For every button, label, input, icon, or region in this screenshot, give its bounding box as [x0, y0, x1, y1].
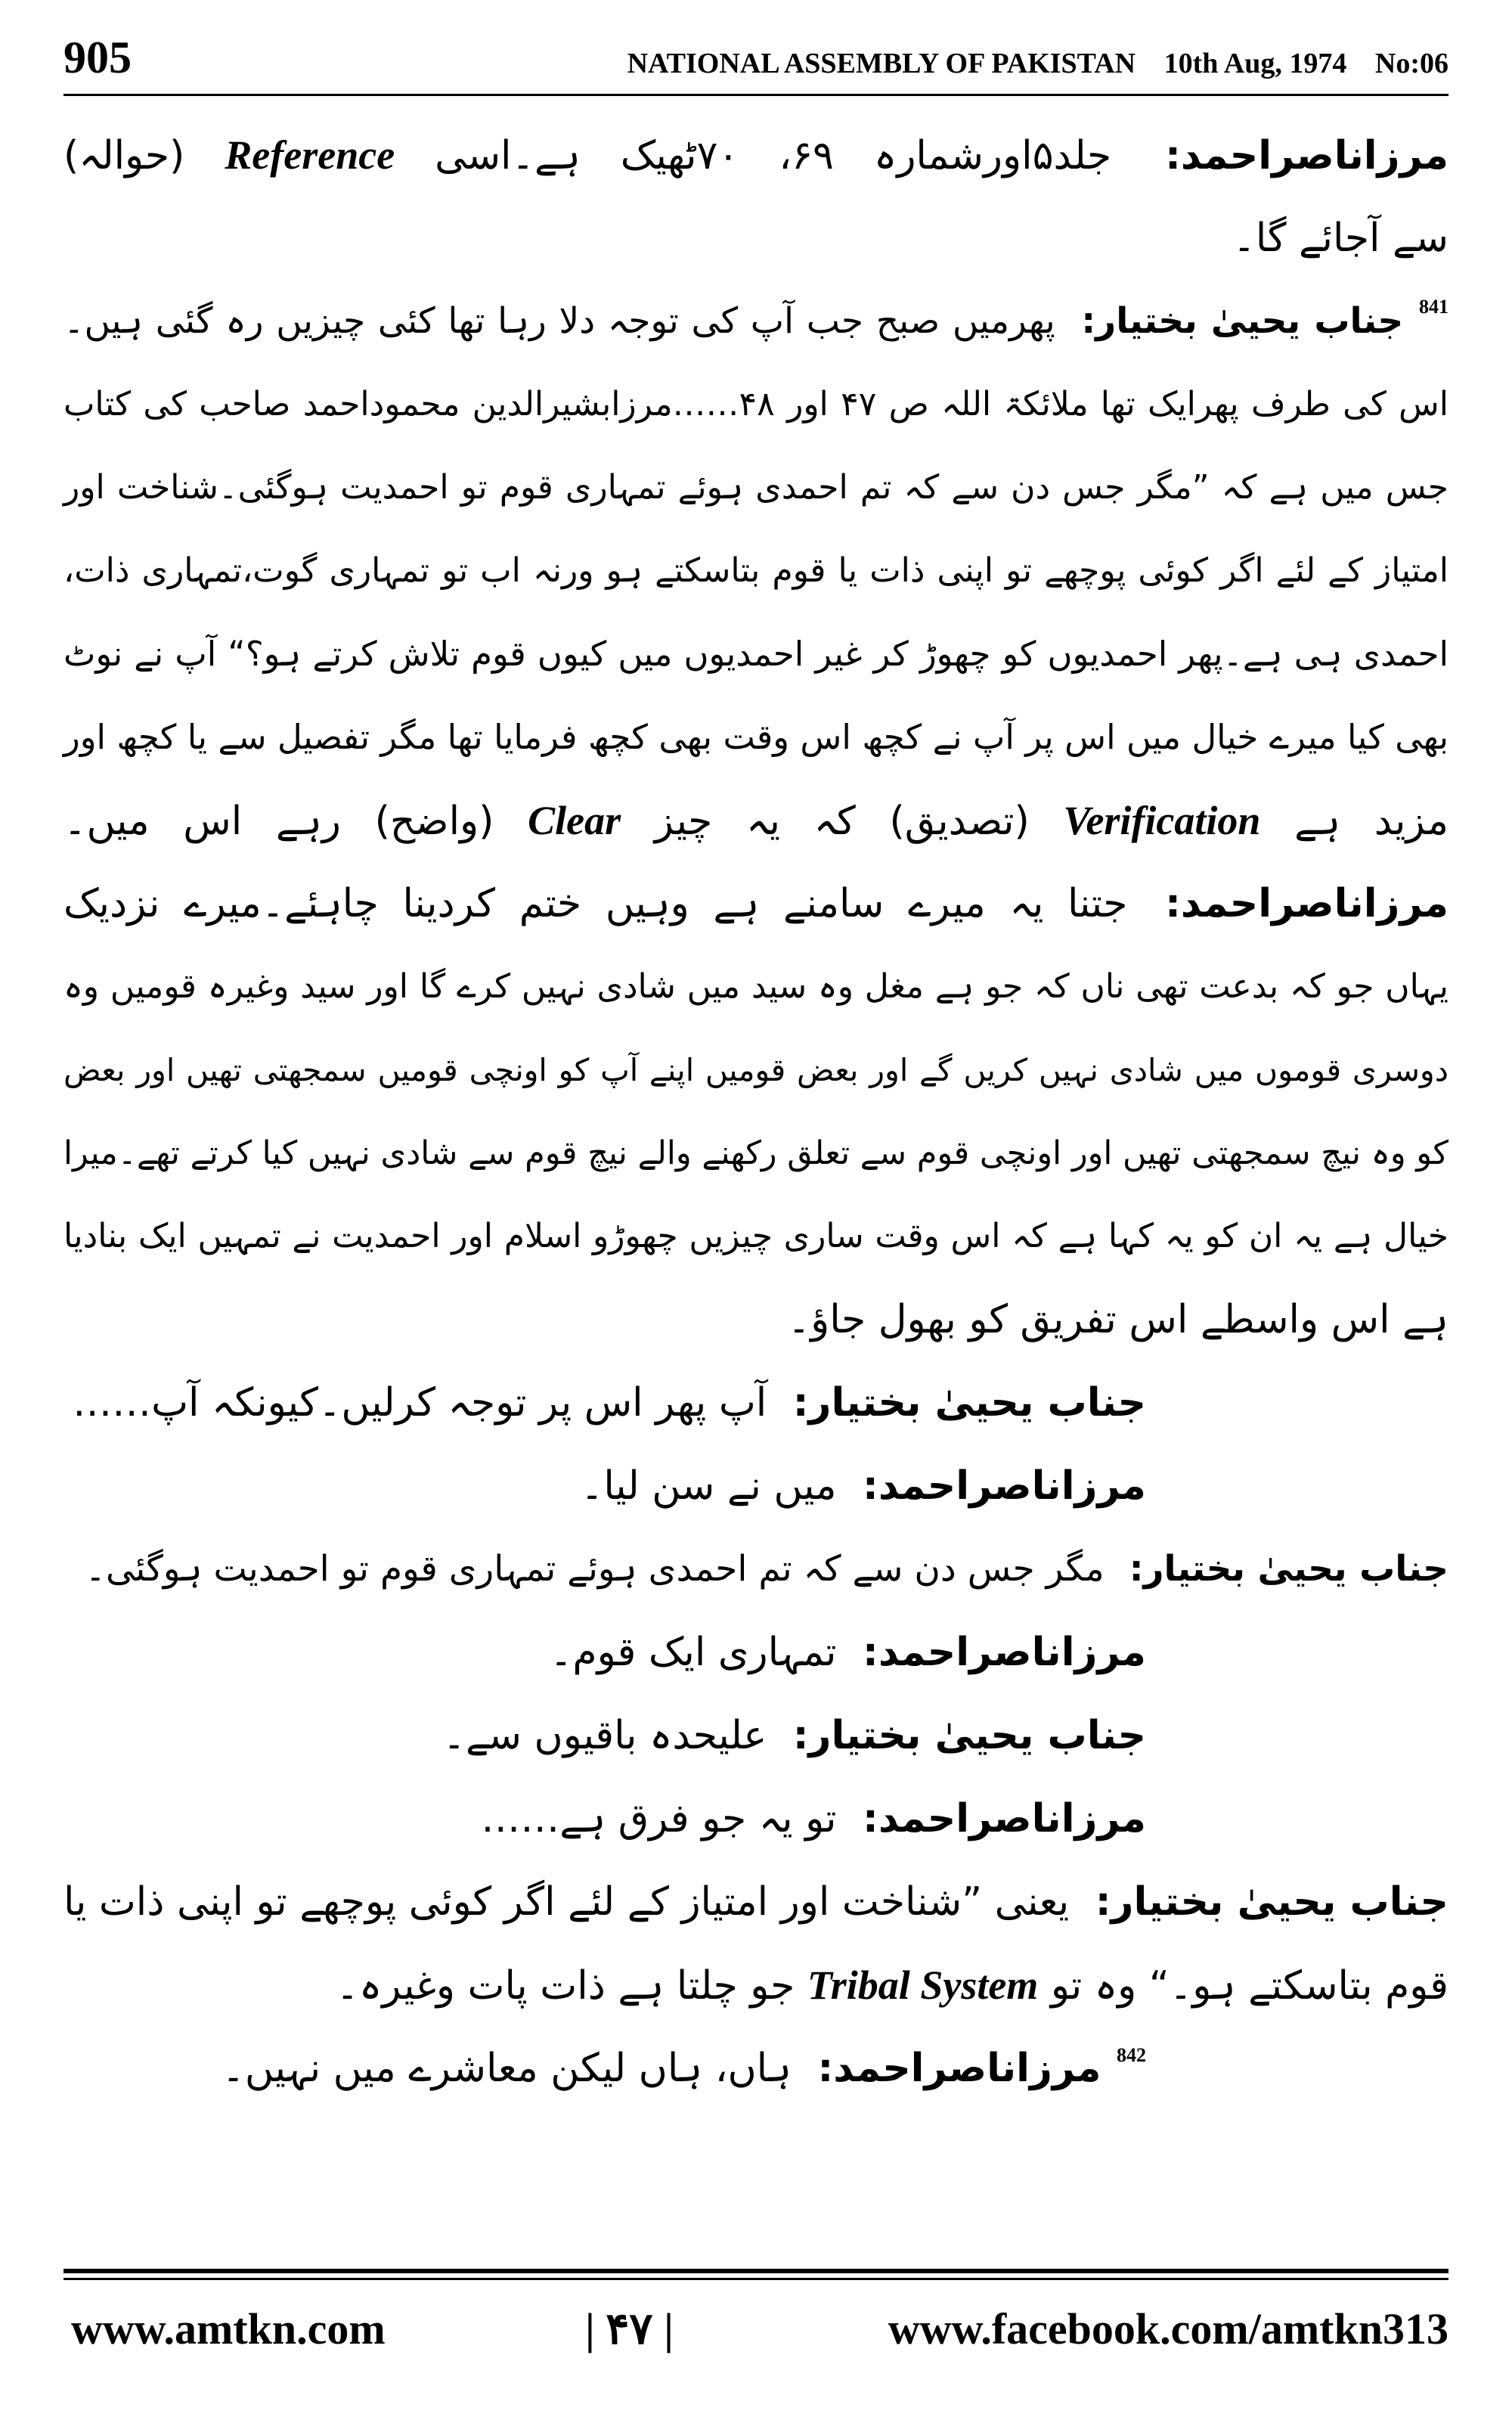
- english-term: Clear: [528, 798, 621, 843]
- line-text: مگر جس دن سے کہ تم احمدی ہوئے تمہاری قوم تو احمدیت ہوگئی۔: [85, 1548, 1105, 1590]
- line-text: جس میں ہے کہ ”مگر جس دن سے کہ تم احمدی ہوئے تمہاری قوم تو احمدیت ہوگئی۔شناخت اور: [64, 468, 1448, 507]
- transcript-body: [64, 113, 1448, 2110]
- text-line: [64, 2027, 1448, 2110]
- speaker-label: مرزاناصراحمد:: [1165, 133, 1449, 178]
- footer-rule-thick: [64, 2269, 1448, 2273]
- line-text: اس کی طرف پھرایک تھا ملائکۃ اللہ ص ۴۷ اور ۴۸……مرزابشیرالدین محموداحمد صاحب کی کتاب: [64, 385, 1448, 424]
- speaker-label: جناب یحییٰ بختیار:: [1081, 300, 1404, 342]
- line-text: جو چلتا ہے ذات پات وغیرہ۔: [336, 1963, 795, 2009]
- english-term: Verification: [1063, 798, 1261, 843]
- footnote-marker: 842: [1117, 2044, 1146, 2066]
- text-line: [64, 197, 1448, 280]
- speaker-label: جناب یحییٰ بختیار:: [792, 1713, 1146, 1758]
- text-line: [64, 945, 1448, 1028]
- line-text: (واضح) رہے اس میں۔: [64, 799, 494, 844]
- line-text: جلد۵اورشمارہ ۶۹، ۷۰ٹھیک ہے۔اسی: [435, 133, 1112, 178]
- footnote-marker: 841: [1418, 296, 1448, 318]
- text-line: [64, 1611, 1448, 1694]
- line-text: قوم بتاسکتے ہو۔“ وہ تو: [1050, 1963, 1448, 2009]
- header-title: NATIONAL ASSEMBLY OF PAKISTAN: [627, 48, 1136, 79]
- line-text: یہاں جو کہ بدعت تھی ناں کہ جو ہے مغل وہ سید میں شادی نہیں کرے گا اور سید وغیرہ قومیں وہ: [64, 967, 1448, 1006]
- page-footer: [64, 2299, 1448, 2360]
- line-text: پھرمیں صبح جب آپ کی توجہ دلا رہا تھا کئی چیزیں رہ گئی ہیں۔: [64, 300, 1055, 342]
- text-line: [64, 862, 1448, 945]
- line-text: امتیاز کے لئے اگر کوئی پوچھے تو اپنی ذات یا قوم بتاسکتے ہو ورنہ اب تو تمہاری گوت،تمہاری ذات،: [64, 551, 1449, 590]
- line-text: دوسری قوموں میں شادی نہیں کریں گے اور بعض قومیں اپنے آپ کو اونچی قومیں سمجھتی تھیں اور بعض: [64, 1052, 1448, 1088]
- footer-page-number: | ۴۷ |: [585, 2304, 674, 2353]
- footer-rule-thin: [64, 2278, 1448, 2280]
- text-line: [64, 696, 1448, 779]
- text-line: [64, 1860, 1448, 1944]
- line-text: آپ پھر اس پر توجہ کرلیں۔کیونکہ آپ……: [73, 1380, 767, 1426]
- text-line: [64, 1944, 1448, 2027]
- text-line: [64, 363, 1448, 446]
- header-info: [606, 48, 1448, 79]
- footer-facebook-link[interactable]: www.facebook.com/amtkn313: [888, 2304, 1448, 2353]
- text-line: [64, 1694, 1448, 1777]
- header-issue: No:06: [1374, 48, 1448, 79]
- speaker-label: جناب یحییٰ بختیار:: [1095, 1879, 1448, 1925]
- line-text: تمہاری ایک قوم۔: [549, 1630, 837, 1675]
- line-text: میں نے سن لیا۔: [580, 1463, 837, 1509]
- line-text: احمدی ہی ہے۔پھر احمدیوں کو چھوڑ کر غیر احمدیوں میں کیوں قوم تلاش کرتے ہو؟“ آپ نے نوٹ: [64, 634, 1448, 674]
- speaker-label: مرزاناصراحمد:: [863, 1630, 1146, 1675]
- page-header: [64, 15, 1448, 91]
- text-line: [64, 1112, 1448, 1195]
- line-text: ہاں، ہاں لیکن معاشرے میں نہیں۔: [222, 2046, 792, 2091]
- line-text: کو وہ نیچ سمجھتی تھیں اور اونچی قوم سے تعلق رکھنے والے نیچ قوم سے شادی نہیں کیا کرتے تھے۔میرا: [64, 1134, 1448, 1172]
- line-text: (تصدیق) کہ یہ چیز: [654, 799, 1030, 844]
- text-line: [64, 779, 1448, 862]
- line-text: ہے اس واسطے اس تفریق کو بھول جاؤ۔: [787, 1297, 1448, 1342]
- text-line: [64, 529, 1448, 613]
- line-text: بھی کیا میرے خیال میں اس پر آپ نے کچھ اس وقت بھی کچھ فرمایا تھا مگر تفصیل سے یا کچھ اور: [64, 717, 1448, 757]
- text-line: [64, 1777, 1448, 1860]
- english-term: Tribal System: [807, 1962, 1039, 2008]
- text-line: [64, 1361, 1448, 1444]
- english-term: Reference: [225, 132, 395, 178]
- text-line: [64, 613, 1448, 696]
- line-text: سے آجائے گا۔: [1232, 216, 1448, 261]
- header-rule: [64, 94, 1448, 96]
- text-line: [64, 446, 1448, 529]
- speaker-label: جناب یحییٰ بختیار:: [792, 1380, 1146, 1426]
- speaker-label: مرزاناصراحمد:: [863, 1796, 1146, 1841]
- page-number: 905: [64, 33, 132, 82]
- line-text: خیال ہے یہ ان کو یہ کہا ہے کہ اس وقت ساری چیزیں چھوڑو اسلام اور احمدیت نے تمہیں ایک بنادیا: [64, 1217, 1448, 1255]
- text-line: [64, 1278, 1448, 1361]
- speaker-label: جناب یحییٰ بختیار:: [1129, 1548, 1448, 1590]
- header-date: 10th Aug, 1974: [1163, 48, 1347, 79]
- line-text: یعنی ”شناخت اور امتیاز کے لئے اگر کوئی پوچھے تو اپنی ذات یا: [64, 1879, 1070, 1925]
- line-text: (حوالہ): [64, 133, 185, 178]
- text-line: [64, 113, 1448, 197]
- speaker-label: مرزاناصراحمد:: [817, 2046, 1101, 2091]
- text-line: [64, 1444, 1448, 1528]
- speaker-label: مرزاناصراحمد:: [863, 1463, 1146, 1509]
- line-text: تو یہ جو فرق ہے……: [481, 1796, 837, 1841]
- line-text: مزید ہے: [1294, 799, 1449, 844]
- text-line: [64, 280, 1448, 363]
- text-line: [64, 1528, 1448, 1611]
- text-line: [64, 1195, 1448, 1278]
- line-text: علیحدہ باقیوں سے۔: [442, 1713, 767, 1758]
- footer-website-link[interactable]: www.amtkn.com: [71, 2304, 386, 2353]
- text-line: [64, 1028, 1448, 1112]
- line-text: جتنا یہ میرے سامنے ہے وہیں ختم کردینا چاہئے۔میرے نزدیک: [64, 881, 1128, 926]
- speaker-label: مرزاناصراحمد:: [1165, 881, 1449, 926]
